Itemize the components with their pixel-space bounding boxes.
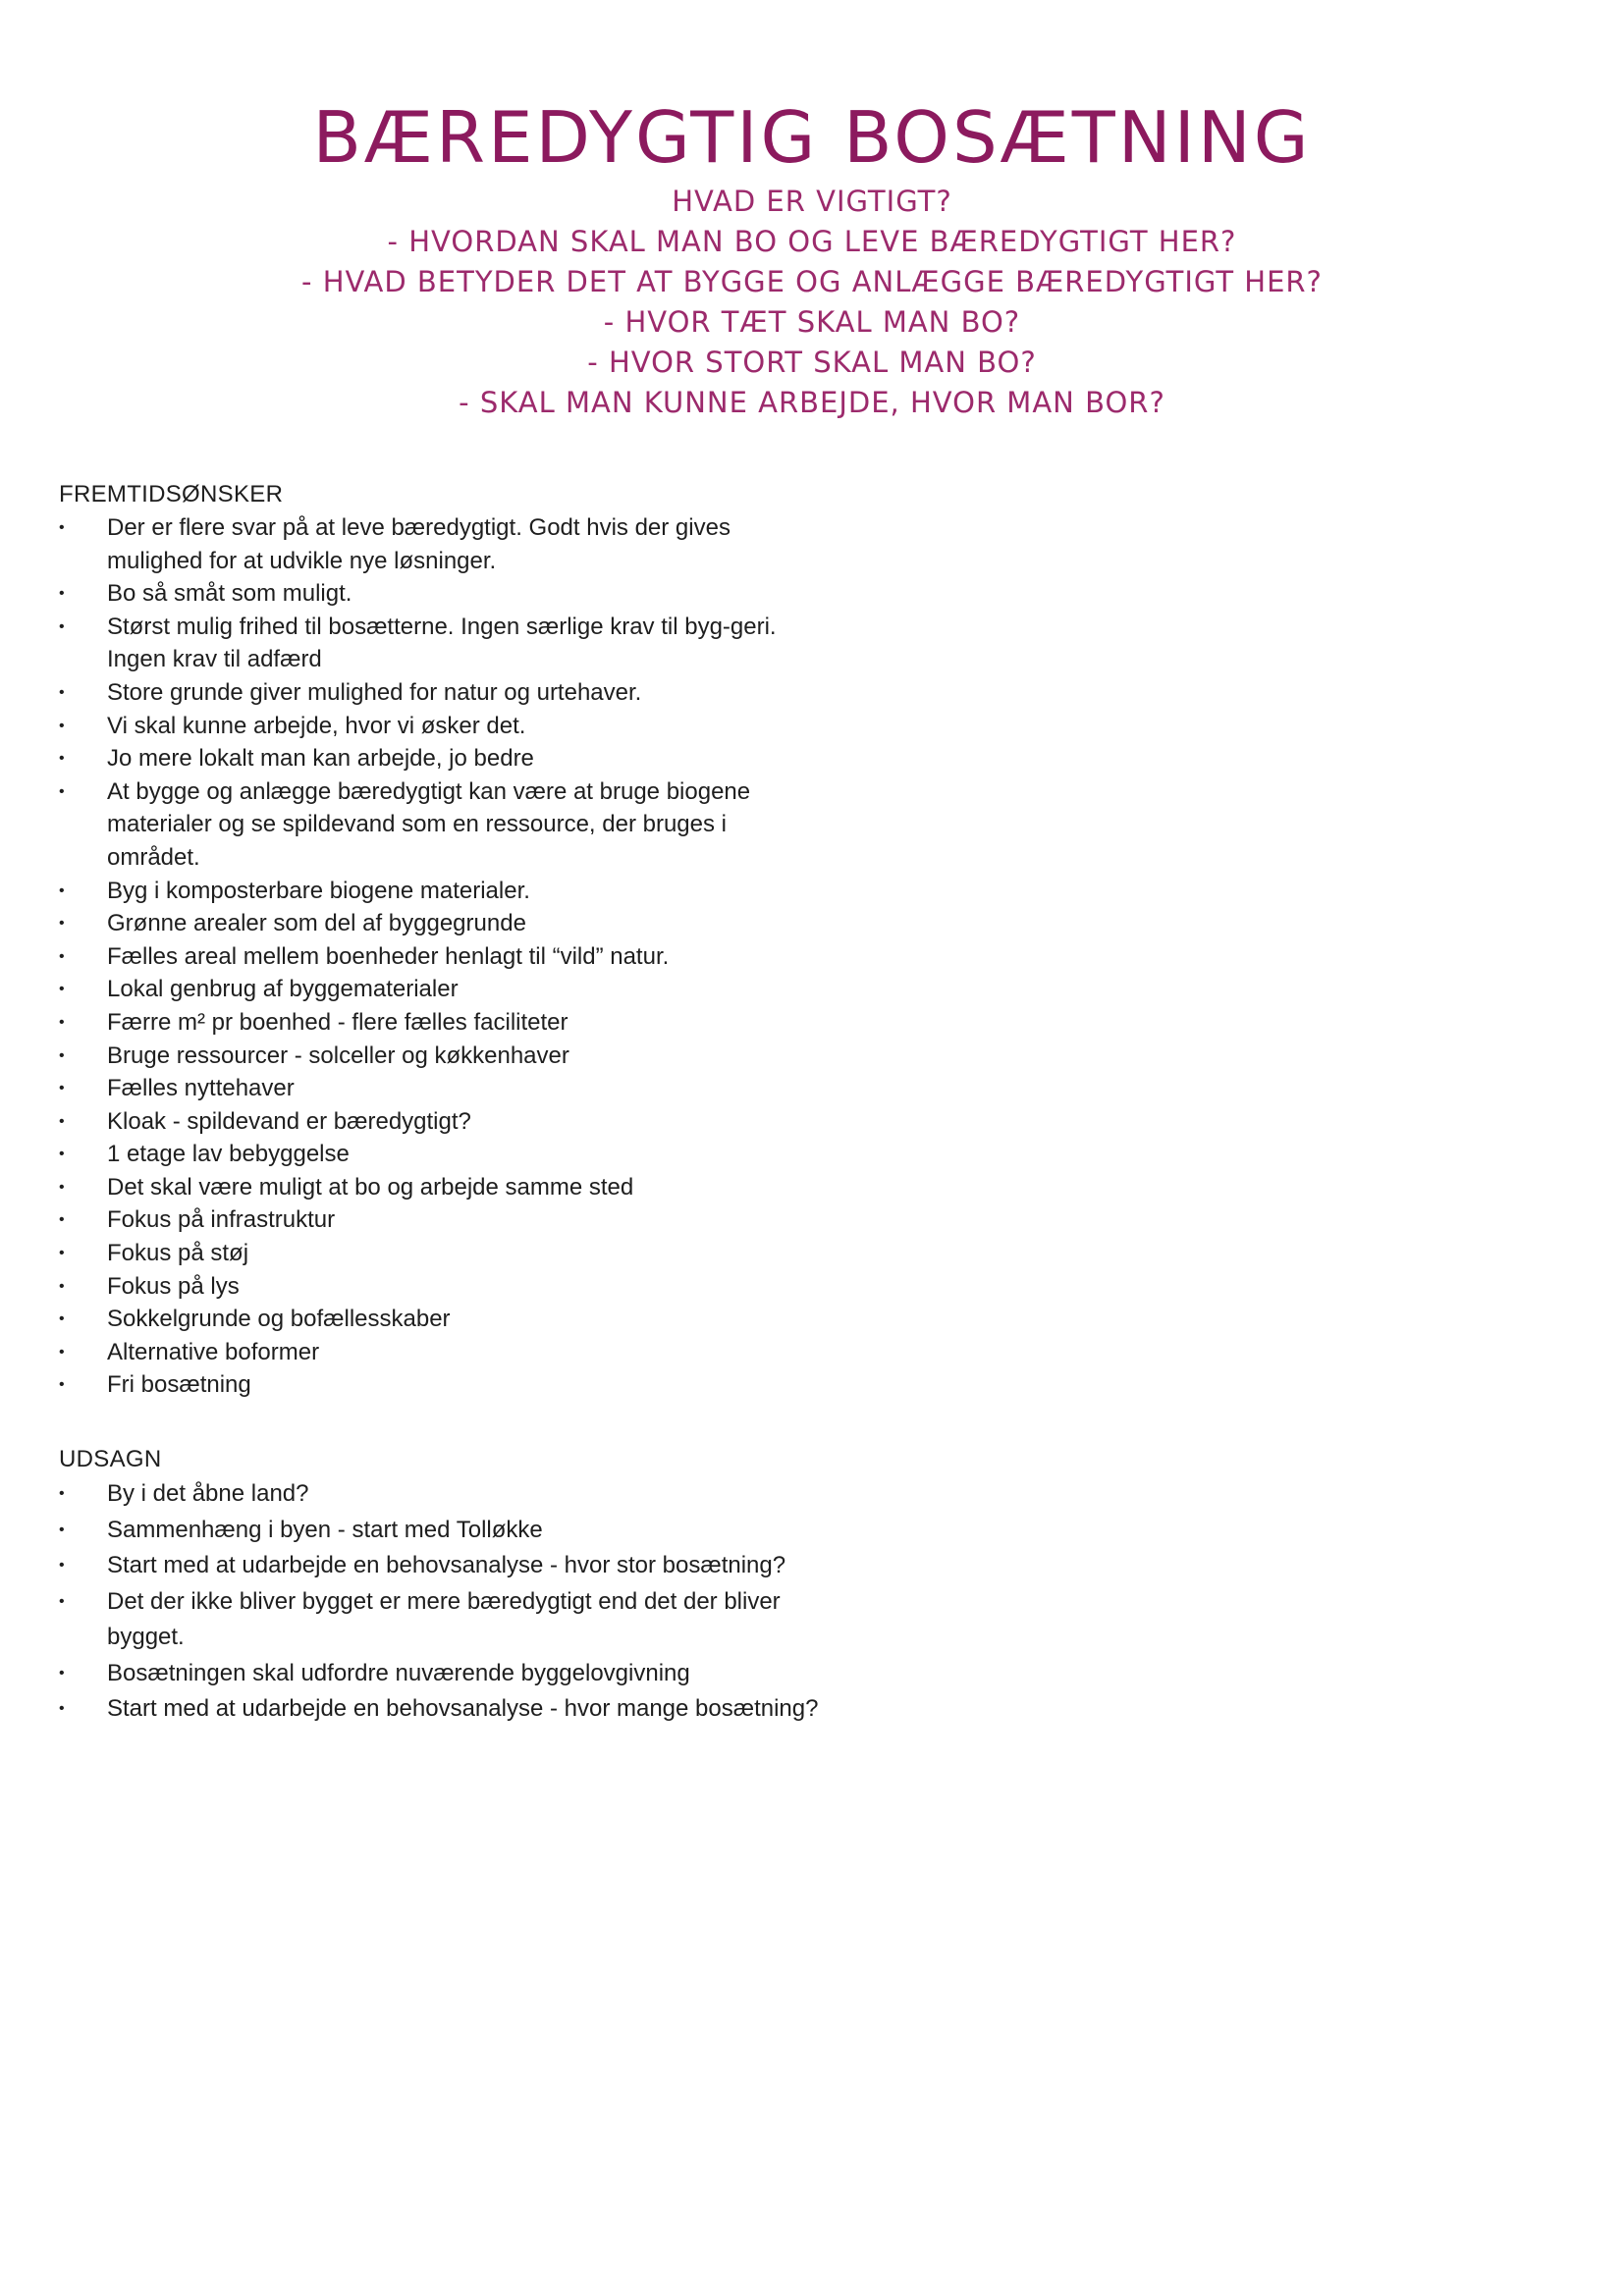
bullet-icon: • <box>59 915 65 933</box>
list-item <box>59 940 825 974</box>
list-item-text: Fælles areal mellem boenheder henlagt til “vild” natur. <box>107 942 670 970</box>
guiding-questions <box>0 182 1624 423</box>
bullet-icon: • <box>59 1112 65 1130</box>
list-item-text: Fokus på infrastruktur <box>107 1206 336 1234</box>
bullet-icon: • <box>59 1485 65 1503</box>
list-item-text: Alternative boformer <box>107 1338 320 1365</box>
bullet-icon: • <box>59 1080 65 1097</box>
bullet-icon: • <box>59 617 65 635</box>
question-1: HVAD ER VIGTIGT? <box>672 185 952 218</box>
list-item-text: At bygge og anlægge bæredygtigt kan være at bruge biogene materialer og se spildevand som en ressource, der bruges i området. <box>107 777 751 871</box>
list-item <box>59 676 825 710</box>
question-5: - HVOR STORT SKAL MAN BO? <box>587 346 1037 379</box>
list-item-text: Det skal være muligt at bo og arbejde samme sted <box>107 1173 634 1201</box>
list-item-text: By i det åbne land? <box>107 1480 309 1508</box>
list-item-text: Grønne arealer som del af byggegrunde <box>107 910 526 937</box>
list-item-text: Bosætningen skal udfordre nuværende byggelovgivning <box>107 1659 690 1686</box>
list-item-text: Bo så småt som muligt. <box>107 580 352 608</box>
question-3: - HVAD BETYDER DET AT BYGGE OG ANLÆGGE BÆREDYGTIGT HER? <box>301 265 1323 298</box>
bullet-icon: • <box>59 1343 65 1361</box>
list-item-text: Størst mulig frihed til bosætterne. Ingen særlige krav til byg-geri. Ingen krav til adfærd <box>107 613 777 673</box>
list-item <box>59 907 825 940</box>
list-item-text: Kloak - spildevand er bæredygtigt? <box>107 1107 471 1135</box>
list-item <box>59 511 825 577</box>
list-item <box>59 973 825 1006</box>
bullet-icon: • <box>59 1146 65 1163</box>
bullet-icon: • <box>59 1277 65 1295</box>
list-item-text: Der er flere svar på at leve bæredygtigt. Godt hvis der gives mulighed for at udvikle nye løsninger. <box>107 514 731 574</box>
list-item-text: Store grunde giver mulighed for natur og urtehaver. <box>107 678 642 706</box>
list-item-text: Sammenhæng i byen - start med Tolløkke <box>107 1516 543 1543</box>
list-item-text: 1 etage lav bebyggelse <box>107 1141 350 1168</box>
list-item <box>59 1336 825 1369</box>
bullet-icon: • <box>59 881 65 899</box>
list-item <box>59 710 825 743</box>
section-heading: UDSAGN <box>59 1446 162 1473</box>
section-heading: FREMTIDSØNSKER <box>59 481 284 507</box>
list-item <box>59 1105 825 1139</box>
bullet-icon: • <box>59 1310 65 1328</box>
bullet-icon: • <box>59 782 65 800</box>
bullet-icon: • <box>59 1700 65 1718</box>
list-item-text: Bruge ressourcer - solceller og køkkenhaver <box>107 1041 569 1069</box>
list-item <box>59 1006 825 1040</box>
bullet-icon: • <box>59 1592 65 1610</box>
bullet-icon: • <box>59 1178 65 1196</box>
list-item <box>59 742 825 775</box>
list-item <box>59 577 825 611</box>
bullet-icon: • <box>59 1211 65 1229</box>
list-item <box>59 1548 825 1584</box>
list-item <box>59 1138 825 1171</box>
list-item-text: Sokkelgrunde og bofællesskaber <box>107 1306 451 1333</box>
document-body <box>59 478 825 1728</box>
list-item <box>59 1584 825 1656</box>
bullet-list <box>59 511 825 1402</box>
list-item <box>59 775 825 875</box>
list-item <box>59 1237 825 1270</box>
list-item-text: Lokal genbrug af byggematerialer <box>107 976 459 1003</box>
list-item-text: Start med at udarbejde en behovsanalyse - hvor stor bosætning? <box>107 1552 786 1579</box>
bullet-list <box>59 1476 825 1728</box>
bullet-icon: • <box>59 981 65 998</box>
bullet-icon: • <box>59 1557 65 1575</box>
bullet-icon: • <box>59 1664 65 1682</box>
list-item <box>59 1203 825 1237</box>
bullet-icon: • <box>59 585 65 603</box>
list-item-text: Jo mere lokalt man kan arbejde, jo bedre <box>107 745 534 773</box>
page-header <box>0 93 1624 423</box>
bullet-icon: • <box>59 683 65 701</box>
list-item <box>59 1303 825 1336</box>
list-item-text: Fokus på støj <box>107 1240 249 1267</box>
list-item <box>59 1171 825 1204</box>
bullet-icon: • <box>59 1521 65 1538</box>
list-item <box>59 611 825 676</box>
list-item-text: Start med at udarbejde en behovsanalyse - hvor mange bosætning? <box>107 1695 819 1723</box>
list-item-text: Fokus på lys <box>107 1272 240 1300</box>
bullet-icon: • <box>59 519 65 536</box>
list-item-text: Det der ikke bliver bygget er mere bæredygtigt end det der bliver bygget. <box>107 1587 781 1651</box>
list-item <box>59 1513 825 1549</box>
bullet-icon: • <box>59 1013 65 1031</box>
list-item-text: Byg i komposterbare biogene materialer. <box>107 877 530 904</box>
bullet-icon: • <box>59 1376 65 1394</box>
list-item <box>59 1270 825 1304</box>
list-item <box>59 875 825 908</box>
list-item-text: Færre m² pr boenhed - flere fælles faciliteter <box>107 1008 568 1036</box>
bullet-icon: • <box>59 947 65 965</box>
list-item <box>59 1691 825 1728</box>
list-item <box>59 1476 825 1513</box>
question-2: - HVORDAN SKAL MAN BO OG LEVE BÆREDYGTIGT HER? <box>387 225 1237 258</box>
bullet-icon: • <box>59 750 65 768</box>
section-fremtidsonsker <box>59 478 825 1402</box>
page-title: BÆREDYGTIG BOSÆTNING <box>312 96 1312 179</box>
list-item <box>59 1368 825 1402</box>
question-4: - HVOR TÆT SKAL MAN BO? <box>603 305 1021 339</box>
list-item-text: Fælles nyttehaver <box>107 1075 295 1102</box>
list-item <box>59 1072 825 1105</box>
section-udsagn <box>59 1443 825 1728</box>
list-item-text: Vi skal kunne arbejde, hvor vi øsker det. <box>107 712 526 739</box>
bullet-icon: • <box>59 1046 65 1064</box>
bullet-icon: • <box>59 717 65 734</box>
list-item-text: Fri bosætning <box>107 1371 251 1399</box>
list-item <box>59 1040 825 1073</box>
question-6: - SKAL MAN KUNNE ARBEJDE, HVOR MAN BOR? <box>459 386 1165 419</box>
bullet-icon: • <box>59 1245 65 1262</box>
list-item <box>59 1656 825 1692</box>
